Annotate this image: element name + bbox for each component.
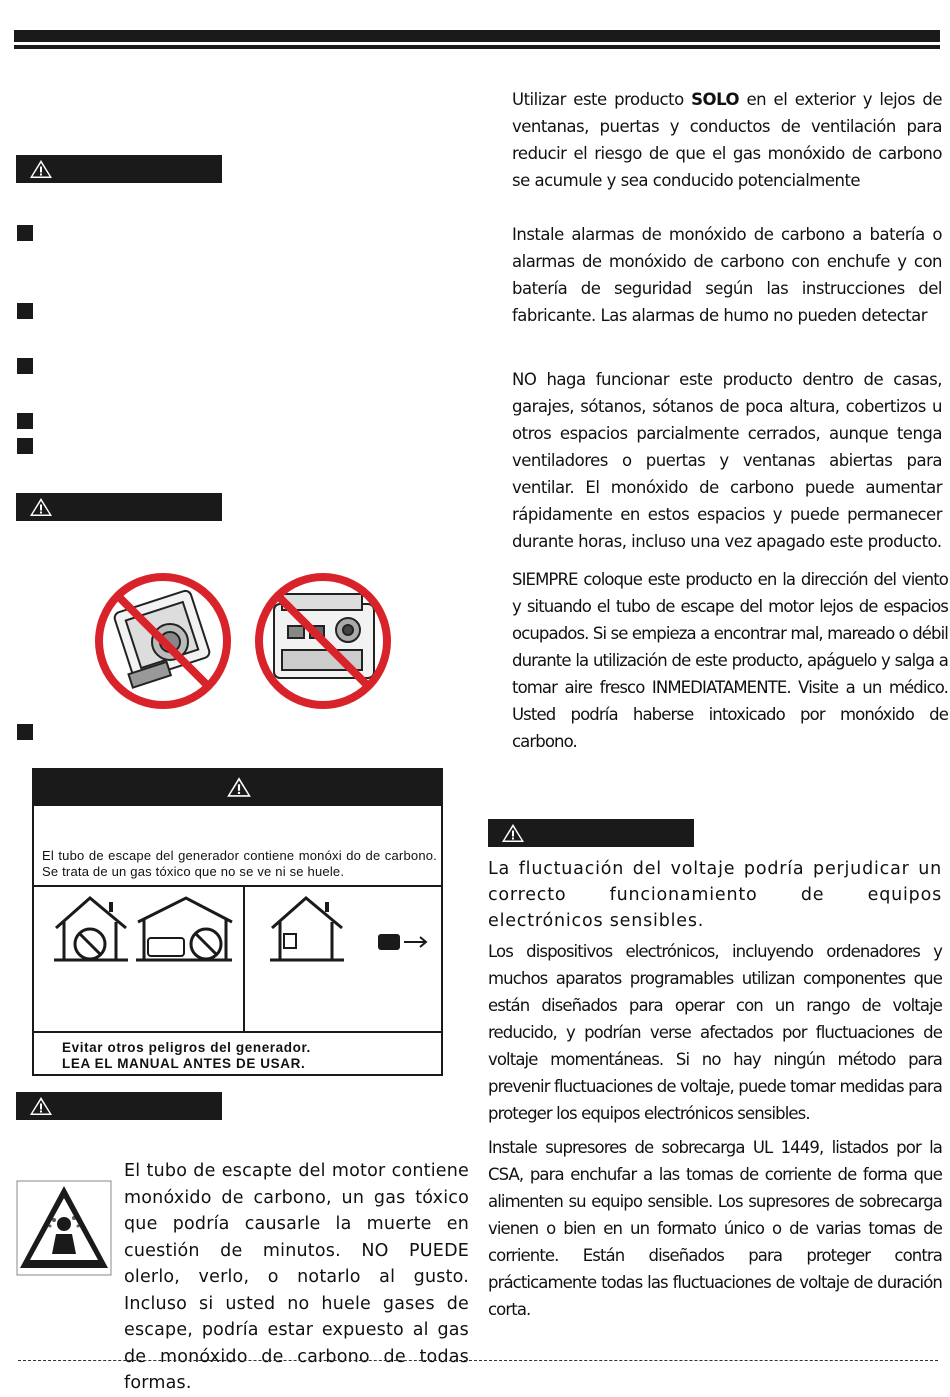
divider (34, 885, 441, 887)
warning-label-header (34, 770, 441, 806)
bottom-dashed-rule (18, 1360, 938, 1361)
warning-label (32, 768, 443, 1076)
paragraph-no-indoor: NO haga funcionar este producto dentro de casas, garajes, sótanos, sótanos de poca altura, cobertizos u otros espacios parcialmente cerrados, aunque tenga ventiladores o puertas y ventanas abiertas para ventilar. El monóxido de carbono puede aumentar rápidamente en estos espacios y puede permanecer durante horas, incluso una vez apagado este producto. (512, 370, 942, 551)
header-rule-thin (14, 45, 940, 49)
generator-icon (378, 934, 400, 950)
warning-triangle-icon (28, 158, 54, 180)
bullet (17, 438, 33, 454)
warning-bar (488, 819, 694, 847)
house-garage-no-generator-icon (54, 894, 234, 964)
divider (34, 1031, 441, 1033)
divider (243, 885, 245, 1031)
paragraph-outdoor-use: Utilizar este producto SOLO en el exterior y lejos de ventanas, puertas y conductos de ventilación para reducir el riesgo de que el gas monóxido de carbono se acumule y sea conducido potencialmente (512, 90, 942, 190)
warning-triangle-icon (225, 775, 253, 799)
paragraph-co-alarms: Instale alarmas de monóxido de carbono a batería o alarmas de monóxido de carbono con enchufe y con batería de seguridad según las instrucciones del fabricante. Las alarmas de humo no pueden detectar (512, 225, 942, 325)
bullet (17, 303, 33, 319)
warning-triangle-icon (28, 1095, 54, 1117)
bullet (17, 225, 33, 241)
warning-bar (16, 1092, 222, 1120)
header-rule-thick (14, 30, 940, 42)
co-hazard-icon (16, 1180, 112, 1276)
no-generator-icon (252, 570, 394, 712)
paragraph-surge-suppressors: Instale supresores de sobrecarga UL 1449, listados por la CSA, para enchufar a las tomas de corriente de forma que alimenten su equipo sensible. Los supresores de sobrecarga vienen o bien en un formato único o de varias tomas de corriente. Están diseñados para proteger contra prácticamente todas las fluctuaciones de voltaje de duración corta. (488, 1138, 942, 1319)
warning-triangle-icon (28, 496, 54, 518)
paragraph-always-downwind: SIEMPRE coloque este producto en la dirección del viento y situando el tubo de escape del motor lejos de espacios ocupados. Si se empieza a encontrar mal, mareado o débil durante la utilización de este producto, apáguelo y salga a tomar aire fresco INMEDIATAMENTE. Visite a un médico. Usted podría haberse intoxicado por monóxido de carbono. (512, 570, 948, 751)
warning-bar (16, 493, 222, 521)
bullet (17, 724, 33, 740)
paragraph-electronic-devices: Los dispositivos electrónicos, incluyendo ordenadores y muchos aparatos programables utilizan componentes que están diseñados para operar con un rango de voltaje reducido, y podrían verse afectados por fluctuaciones de voltaje momentáneas. Si no hay ningún método para prevenir fluctuaciones de voltaje, puede tomar medidas para proteger los equipos electrónicos sensibles. (488, 942, 942, 1123)
bullet (17, 413, 33, 429)
voltage-lead: La fluctuación del voltaje podría perjudicar un correcto funcionamiento de equipos electrónicos sensibles. (488, 859, 942, 931)
house-generator-outside-icon (270, 894, 440, 964)
no-generator-icon (92, 570, 234, 712)
warning-label-text: El tubo de escape del generador contiene monóxi do de carbono. Se trata de un gas tóxico que no se ve ni se huele. (42, 848, 437, 879)
warning-triangle-icon (500, 822, 526, 844)
warning-bar (16, 155, 222, 183)
warning-label-footer: Evitar otros peligros del generador. LEA EL MANUAL ANTES DE USAR. (62, 1040, 311, 1071)
bullet (17, 358, 33, 374)
co-section-text: El tubo de escapte del motor contiene monóxido de carbono, un gas tóxico que podría causarle la muerte en cuestión de minutos. NO PUEDE olerlo, verlo, o notarlo al gusto. Incluso si usted no huele gases de escape, podría estar expuesto al gas de monóxido de carbono de todas formas. (124, 1161, 469, 1393)
